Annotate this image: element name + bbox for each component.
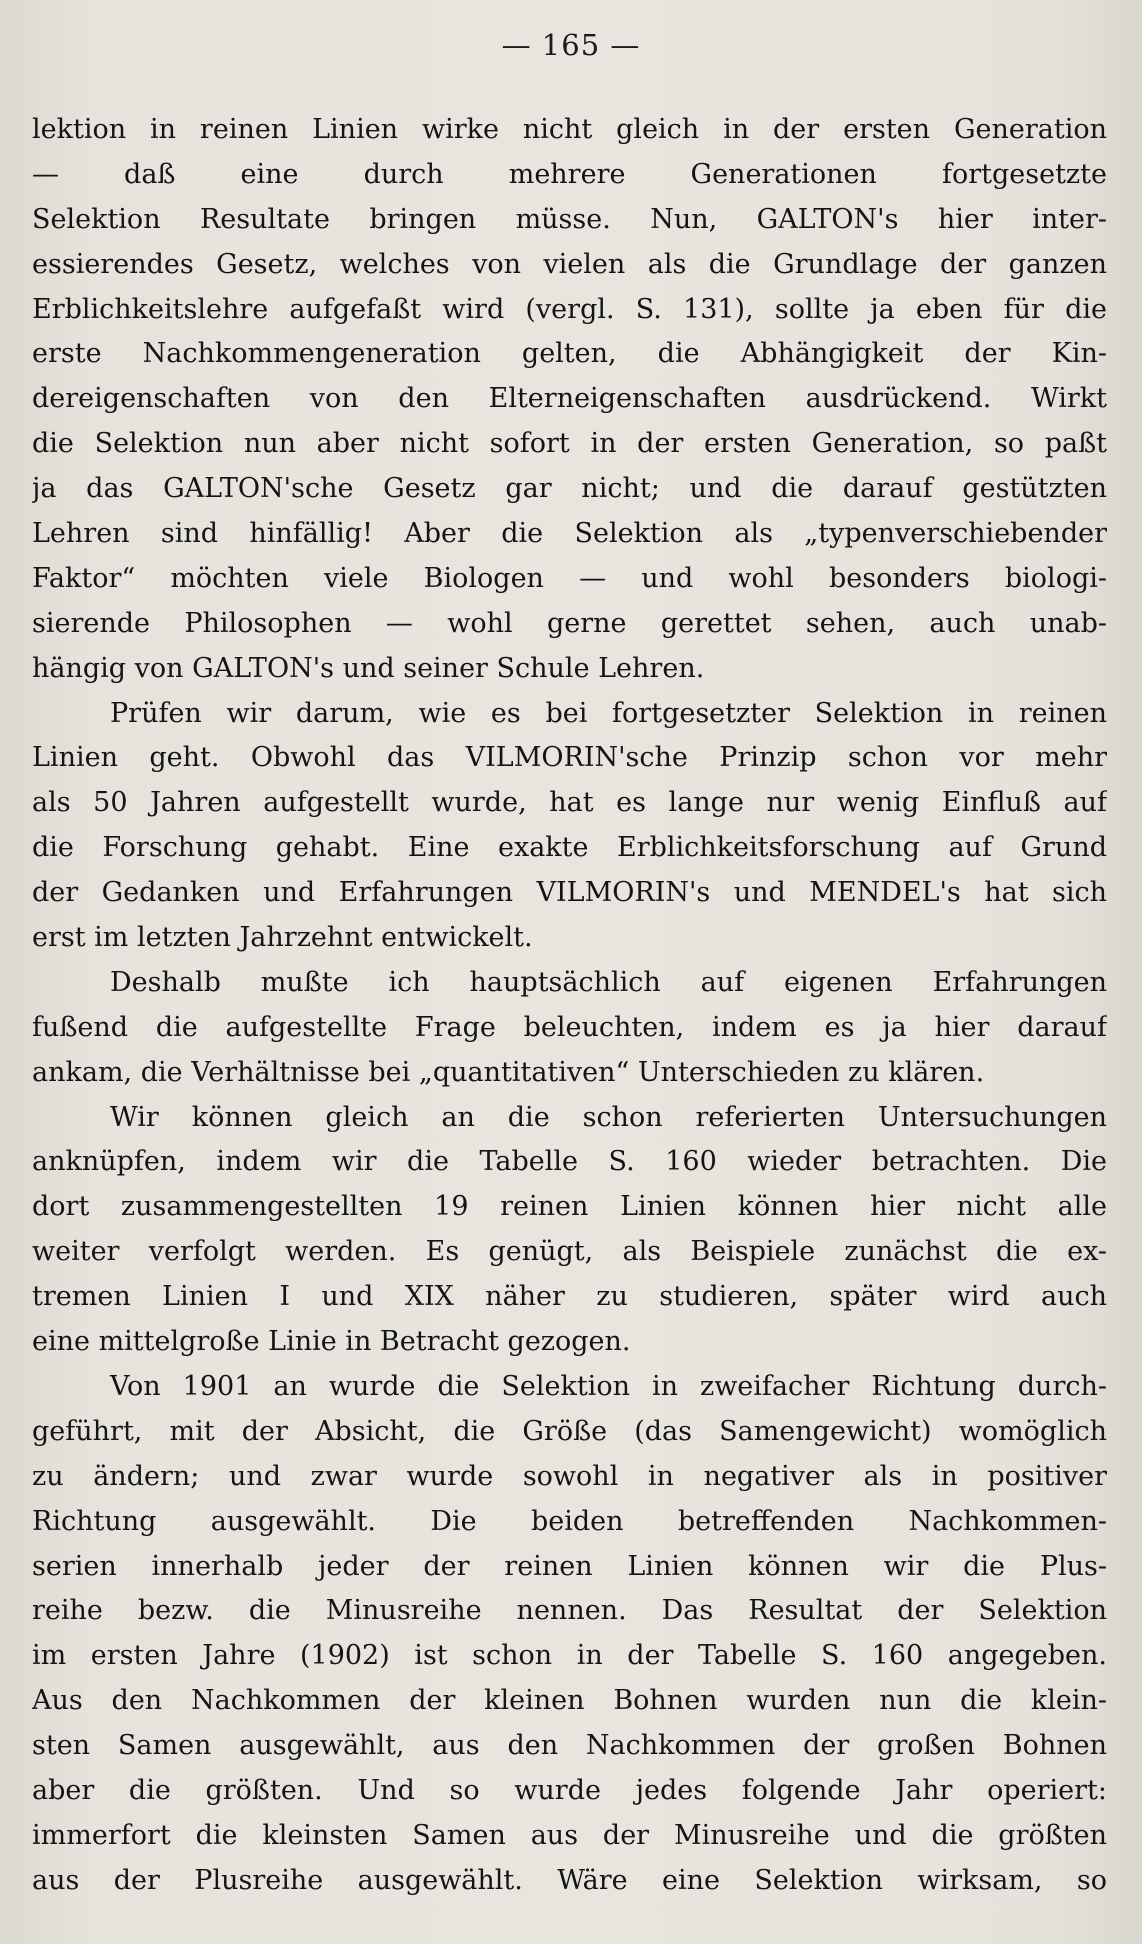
text-line: als 50 Jahren aufgestellt wurde, hat es lange nur wenig Einfluß auf bbox=[32, 787, 1107, 819]
text-line: Aus den Nachkommen der kleinen Bohnen wurden nun die klein- bbox=[32, 1685, 1107, 1717]
text-line: zu ändern; und zwar wurde sowohl in negativer als in positiver bbox=[32, 1460, 1107, 1492]
text-line: — daß eine durch mehrere Generationen fortgesetzte bbox=[32, 158, 1107, 190]
text-line: Linien geht. Obwohl das VILMORIN'sche Prinzip schon vor mehr bbox=[32, 742, 1107, 774]
text-line: fußend die aufgestellte Frage beleuchten, indem es ja hier darauf bbox=[32, 1011, 1107, 1043]
text-line: immerfort die kleinsten Samen aus der Minusreihe und die größten bbox=[32, 1819, 1107, 1851]
text-line: erst im letzten Jahrzehnt entwickelt. bbox=[32, 922, 533, 954]
text-line: essierendes Gesetz, welches von vielen als die Grundlage der ganzen bbox=[32, 248, 1107, 280]
text-line: die Selektion nun aber nicht sofort in der ersten Generation, so paßt bbox=[32, 428, 1107, 460]
text-line: Wir können gleich an die schon referierten Untersuchungen bbox=[110, 1101, 1107, 1133]
text-line: erste Nachkommengeneration gelten, die Abhängigkeit der Kin- bbox=[32, 338, 1107, 370]
text-line: serien innerhalb jeder der reinen Linien können wir die Plus- bbox=[32, 1550, 1107, 1582]
text-line: Von 1901 an wurde die Selektion in zweifacher Richtung durch- bbox=[110, 1370, 1107, 1402]
text-line: dort zusammengestellten 19 reinen Linien können hier nicht alle bbox=[32, 1191, 1107, 1223]
text-line: tremen Linien I und XIX näher zu studieren, später wird auch bbox=[32, 1281, 1107, 1313]
text-line: Lehren sind hinfällig! Aber die Selektion als „typenverschiebender bbox=[32, 518, 1107, 550]
text-line: hängig von GALTON's und seiner Schule Lehren. bbox=[32, 652, 705, 684]
text-line: ankam, die Verhältnisse bei „quantitativen“ Unterschieden zu klären. bbox=[32, 1056, 985, 1088]
text-line: Richtung ausgewählt. Die beiden betreffenden Nachkommen- bbox=[32, 1505, 1107, 1537]
text-line: eine mittelgroße Linie in Betracht gezogen. bbox=[32, 1326, 631, 1358]
text-line: die Forschung gehabt. Eine exakte Erblichkeitsforschung auf Grund bbox=[32, 832, 1107, 864]
text-line: Faktor“ möchten viele Biologen — und wohl besonders biologi- bbox=[32, 562, 1107, 594]
text-line: im ersten Jahre (1902) ist schon in der Tabelle S. 160 angegeben. bbox=[32, 1640, 1107, 1672]
text-line: sten Samen ausgewählt, aus den Nachkommen der großen Bohnen bbox=[32, 1730, 1107, 1762]
text-line: Prüfen wir darum, wie es bei fortgesetzter Selektion in reinen bbox=[110, 697, 1107, 729]
text-line: Erblichkeitslehre aufgefaßt wird (vergl. S. 131), sollte ja eben für die bbox=[32, 293, 1107, 325]
text-line: Deshalb mußte ich hauptsächlich auf eigenen Erfahrungen bbox=[110, 966, 1107, 998]
text-line: Selektion Resultate bringen müsse. Nun, GALTON's hier inter- bbox=[32, 203, 1107, 235]
body-text bbox=[32, 108, 1107, 1904]
text-line: dereigenschaften von den Elterneigenschaften ausdrückend. Wirkt bbox=[32, 383, 1107, 415]
text-line: aber die größten. Und so wurde jedes folgende Jahr operiert: bbox=[32, 1774, 1107, 1806]
text-line: sierende Philosophen — wohl gerne gerettet sehen, auch unab- bbox=[32, 607, 1107, 639]
text-line: der Gedanken und Erfahrungen VILMORIN's und MENDEL's hat sich bbox=[32, 877, 1107, 909]
text-line: ja das GALTON'sche Gesetz gar nicht; und die darauf gestützten bbox=[32, 473, 1107, 505]
page-number: — 165 — bbox=[501, 28, 641, 62]
text-line: reihe bezw. die Minusreihe nennen. Das Resultat der Selektion bbox=[32, 1595, 1107, 1627]
text-line: weiter verfolgt werden. Es genügt, als Beispiele zunächst die ex- bbox=[32, 1236, 1107, 1268]
text-line: aus der Plusreihe ausgewählt. Wäre eine Selektion wirksam, so bbox=[32, 1864, 1107, 1896]
text-line: lektion in reinen Linien wirke nicht gleich in der ersten Generation bbox=[32, 114, 1107, 145]
text-line: geführt, mit der Absicht, die Größe (das Samengewicht) womöglich bbox=[32, 1415, 1107, 1447]
text-line: anknüpfen, indem wir die Tabelle S. 160 wieder betrachten. Die bbox=[32, 1146, 1107, 1178]
